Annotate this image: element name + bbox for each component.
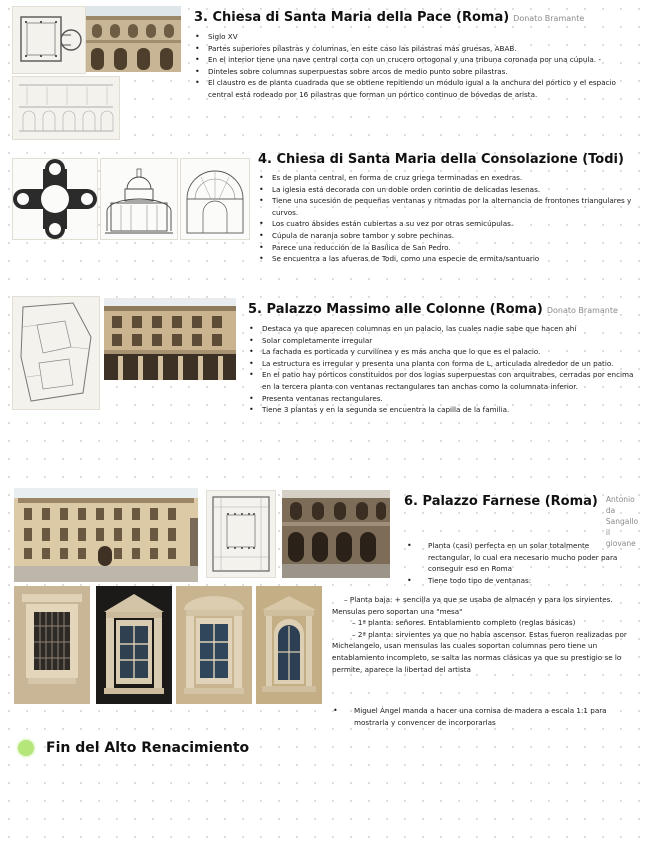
section-5-title: 5. Palazzo Massimo alle Colonne (Roma) Donato Bramante bbox=[248, 302, 618, 317]
section-6-author: Antonio da Sangallo il giovane bbox=[605, 495, 639, 548]
list-item: • La fachada es porticada y curvilínea y es más ancha que lo que es el palacio. bbox=[248, 346, 640, 358]
section-6-window-notes bbox=[332, 594, 632, 675]
section-4 bbox=[258, 152, 638, 265]
list-item: • Partes superiores pilastras y columnas, en este caso las pilastras más gruesas, ABAB. bbox=[194, 43, 634, 55]
list-item: • Cúpula de naranja sobre tambor y sobre pechinas. bbox=[258, 230, 638, 242]
list-item: • Presenta ventanas rectangulares. bbox=[248, 393, 640, 405]
note-first-floor: – 1ª planta: señores. Entablamiento completo (reglas básicas) bbox=[352, 618, 576, 628]
palazzo-massimo-plan-image bbox=[12, 296, 100, 410]
list-item: • La iglesia está decorada con un doble orden corintio de delicadas lesenas. bbox=[258, 184, 638, 196]
note-second-floor: – 2ª planta: sirvientes ya que no había ascensor. Estas fueron realizadas por Michelangelo, usan mensulas las cuales soportan columnas pero tiene un entablamiento incompleto, se salta las normas clásicas ya que su prestigio se lo permite, aparece la libertad del artista bbox=[332, 629, 627, 674]
farnese-window-first-floor-a bbox=[96, 586, 172, 704]
list-item: • La estructura es irregular y presenta una planta con forma de L, articulada alrededor de un patio. bbox=[248, 358, 640, 370]
footer-dot-icon bbox=[18, 740, 34, 756]
footer-title: Fin del Alto Renacimiento bbox=[46, 740, 250, 756]
list-item: • Parece una reducción de la Basílica de San Pedro. bbox=[258, 242, 638, 254]
section-6-title: 6. Palazzo Farnese (Roma) bbox=[404, 494, 598, 509]
section-4-title: 4. Chiesa di Santa Maria della Consolazione (Todi) bbox=[258, 152, 624, 167]
section-5-author: Donato Bramante bbox=[546, 306, 618, 315]
farnese-window-first-floor-b bbox=[176, 586, 252, 704]
list-item: • Tiene una sucesión de pequeñas ventanas y ritmadas por la alternancia de frontones triangulares y curvos. bbox=[258, 195, 638, 218]
farnese-window-second-floor bbox=[256, 586, 322, 704]
section-4-bullets bbox=[258, 172, 638, 265]
section-3-title: 3. Chiesa di Santa Maria della Pace (Roma) Donato Bramante bbox=[194, 10, 585, 25]
santa-maria-pace-cloister-photo bbox=[86, 6, 181, 72]
list-item: • Miguel Ángel manda a hacer una cornisa de madera a escala 1:1 para mostrarla y convencer de incorporarlas bbox=[332, 705, 632, 728]
santa-maria-pace-plan-image bbox=[12, 6, 86, 74]
list-item: • Planta (casi) perfecta en un solar totalmente rectangular, lo cual era necesario mucho poder para conseguir eso en Roma bbox=[406, 540, 632, 575]
list-item: • Es de planta central, en forma de cruz griega terminadas en exedras. bbox=[258, 172, 638, 184]
list-item: • Destaca ya que aparecen columnas en un palacio, las cuales nadie sabe que hacen ahí bbox=[248, 323, 640, 335]
section-5-bullets bbox=[248, 323, 640, 416]
consolazione-interior-drawing bbox=[180, 158, 250, 240]
palazzo-massimo-facade-photo bbox=[104, 298, 236, 380]
section-5 bbox=[248, 302, 640, 416]
list-item: • Solar completamente irregular bbox=[248, 335, 640, 347]
farnese-window-ground-floor bbox=[14, 586, 90, 704]
list-item: • Dinteles sobre columnas superpuestas sobre arcos de medio punto sobre pilastras. bbox=[194, 66, 634, 78]
list-item: • En el patio hay pórticos constituidos por dos logias superpuestas con arquitrabes, cerradas por encima en la tercera planta con ventanas rectangulares tan anchas como la columnata inferior. bbox=[248, 369, 640, 392]
section-3-author: Donato Bramante bbox=[513, 14, 585, 23]
santa-maria-pace-elevation-drawing bbox=[12, 76, 120, 140]
section-3-bullets bbox=[194, 31, 634, 101]
consolazione-elevation-drawing bbox=[100, 158, 178, 240]
list-item: • Siglo XV bbox=[194, 31, 634, 43]
footer-heading bbox=[18, 740, 249, 756]
list-item: • En el interior tiene una nave central corta con un crucero ortogonal y una tribuna coronada por una cúpula. - bbox=[194, 54, 634, 66]
section-3 bbox=[194, 10, 634, 101]
note-ground-floor: – Planta baja: + sencilla ya que se usaba de almacén y para los sirvientes. Mensulas pero soportan una "mesa" bbox=[332, 595, 613, 616]
palazzo-farnese-plan-image bbox=[206, 490, 276, 578]
section-6-final-bullet bbox=[332, 705, 632, 728]
palazzo-farnese-courtyard-photo bbox=[282, 490, 390, 578]
list-item: • Tiene todo tipo de ventanas: bbox=[406, 575, 632, 587]
section-6-bullets bbox=[406, 540, 632, 586]
consolazione-plan-image bbox=[12, 158, 98, 240]
list-item: • Los cuatro ábsides están cubiertas a su vez por otras semicúpulas. bbox=[258, 218, 638, 230]
palazzo-farnese-facade-photo bbox=[14, 488, 198, 582]
list-item: • Se encuentra a las afueras de Todi, como una especie de ermita/santuario bbox=[258, 253, 638, 265]
list-item: • Tiene 3 plantas y en la segunda se encuentra la capilla de la familia. bbox=[248, 404, 640, 416]
list-item: • El claustro es de planta cuadrada que se obtiene repitiendo un módulo igual a la anchura del pórtico y el espacio central está rodeado por 16 pilastras que forman un pórtico continuo de bóvedas de arista. bbox=[194, 77, 634, 100]
